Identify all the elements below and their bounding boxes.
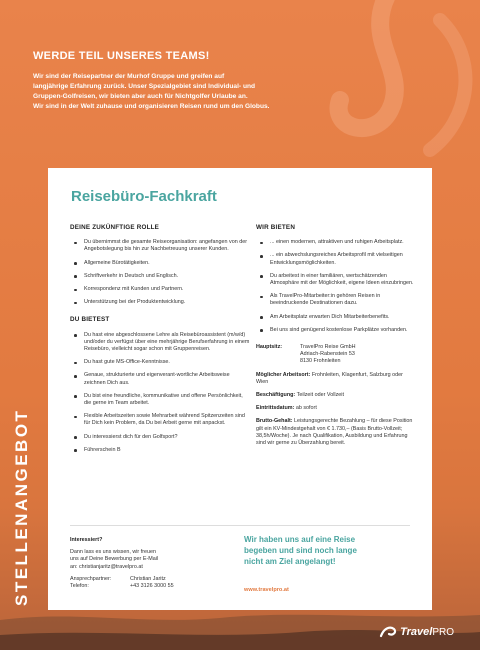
right-column <box>256 224 416 453</box>
logo-word <box>400 626 454 638</box>
job-card <box>48 168 432 610</box>
website-link[interactable]: www.travelpro.at <box>244 587 289 593</box>
list-item: Du interessierst dich für den Golfsport? <box>70 434 250 441</box>
intro-line: Wir sind in der Welt zuhause und organisieren Reisen rund um den Globus. <box>33 103 270 110</box>
list-item: Am Arbeitsplatz erwarten Dich Mitarbeiterbenefits. <box>256 314 416 321</box>
start-date <box>256 405 416 412</box>
salary-label: Brutto-Gehalt: <box>256 418 293 425</box>
intro-line: Gruppen-Golfreisen, wir bieten aber auch für Nichtgolfer Urlaube an. <box>33 93 248 100</box>
contact-question: Interessiert? <box>70 537 103 543</box>
contact-line: Dann lass es uns wissen, wir freuen <box>70 549 156 556</box>
contact-line: uns auf Deine Bewerbung per E-Mail <box>70 556 159 563</box>
slogan-line: Wir haben uns auf eine Reise <box>244 535 356 544</box>
salary-value: Leistungsgerechte Bezahlung – für diese Position gilt ein KV-Mindestgehalt von € 1.730,– (Basis Brutto-Vollzeit; 38,5h/Woche). Je nach Qualifikation, Ausbildung und Erfahrung sind wir gerne zu Überzahlung bereit. <box>256 418 413 447</box>
list-item: Allgemeine Bürotätigkeiten. <box>70 260 250 267</box>
list-item: Korrespondenz mit Kunden und Partnern. <box>70 286 250 293</box>
list-item: Bei uns sind genügend kostenlose Parkplätze vorhanden. <box>256 327 416 334</box>
profile-list <box>70 332 250 454</box>
hq-line: Adriach-Rabenstein 53 <box>300 351 355 358</box>
contact-block <box>70 537 240 590</box>
intro-line: langjährige Erfahrung zurück. Unser Spezialgebiet sind Individual- und <box>33 83 256 90</box>
intro-line: Wir sind der Reisepartner der Murhof Gruppe und greifen auf <box>33 73 225 80</box>
list-item: Genaue, strukturierte und eigenverant-wortliche Arbeitsweise zeichnen Dich aus. <box>70 372 250 386</box>
hq-line: TravelPro Reise GmbH <box>300 344 356 351</box>
profile-heading: DU BIETEST <box>70 316 110 324</box>
workplace-label: Möglicher Arbeitsort: <box>256 371 311 378</box>
list-item: Du hast eine abgeschlossene Lehre als Reisebüroassistent (m/w/d) und/oder du verfügst über eine mehrjährige Berufserfahrung in einem Reisebüro, vielleicht sogar schon mit Gruppenreisen. <box>70 332 250 354</box>
person-label: Ansprechpartner: <box>70 575 112 582</box>
travelpro-swirl-icon <box>378 624 400 640</box>
list-item: Du übernimmst die gesamte Reiseorganisation: angefangen von der Angebotslegung bis hin zur Nachbetreuung unserer Kunden. <box>70 239 250 253</box>
hq-label: Hauptsitz: <box>256 344 283 351</box>
start-value: ab sofort <box>295 405 317 412</box>
list-item: Du arbeitest in einer familiären, wertschätzenden Atmosphäre mit der Möglichkeit, eigene Ideen einzubringen. <box>256 273 416 287</box>
logo-pro: PRO <box>432 627 454 638</box>
phone-value[interactable]: +43 3126 3000 55 <box>130 583 174 590</box>
hq-address <box>300 344 356 366</box>
header <box>33 50 453 112</box>
list-item: Flexible Arbeitszeiten sowie Mehrarbeit während Spitzenzeiten sind für Dich kein Problem, da Du bei Arbeit gerne mit anpackst. <box>70 413 250 427</box>
contact-person <box>70 576 240 583</box>
left-column <box>70 224 250 460</box>
person-value: Christian Jaritz <box>130 575 166 582</box>
slogan-line: begeben und sind noch lange <box>244 546 357 555</box>
slogan-line: nicht am Ziel angelangt! <box>244 557 336 566</box>
job-title: Reisebüro-Fachkraft <box>71 188 217 205</box>
slogan <box>244 534 414 567</box>
intro-text <box>33 72 453 112</box>
employment <box>256 392 416 399</box>
phone-label: Telefon: <box>70 583 89 590</box>
offer-list <box>256 239 416 334</box>
logo-travel: Travel <box>400 626 433 638</box>
list-item: Als TravelPro-Mitarbeiter:in gehören Reisen in beeindruckende Destinationen dazu. <box>256 293 416 307</box>
contact-email[interactable]: an: christianjaritz@travelpro.at <box>70 563 143 570</box>
list-item: Du hast gute MS-Office-Kenntnisse. <box>70 359 250 366</box>
list-item: Unterstützung bei der Produktentwicklung. <box>70 299 250 306</box>
start-label: Eintrittsdatum: <box>256 405 295 412</box>
role-heading: DEINE ZUKÜNFTIGE ROLLE <box>70 224 160 231</box>
salary <box>256 418 416 447</box>
contact-text <box>70 549 240 571</box>
contact-phone <box>70 583 240 590</box>
list-item: ... ein abwechslungsreiches Arbeitsprofil mit vielseitigen Entwicklungsmöglichkeiten. <box>256 252 416 266</box>
list-item: Schriftverkehr in Deutsch und Englisch. <box>70 273 250 280</box>
list-item: ... einen modernen, attraktiven und ruhigen Arbeitsplatz. <box>256 239 416 246</box>
offer-heading: WIR BIETEN <box>256 224 296 231</box>
hq-line: 8130 Frohnleiten <box>300 358 341 365</box>
list-item: Führerschein B <box>70 447 250 454</box>
workplace <box>256 372 416 386</box>
list-item: Du bist eine freundliche, kommunikative und offene Persönlichkeit, die gerne im Team arbeitet. <box>70 393 250 407</box>
travelpro-logo <box>378 624 454 640</box>
employment-label: Beschäftigung: <box>256 392 296 399</box>
workplace-value: Frohnleiten, Klagenfurt, Salzburg oder Wien <box>256 371 403 385</box>
page-title: WERDE TEIL UNSERES TEAMS! <box>33 50 210 62</box>
headquarters <box>256 344 416 366</box>
divider <box>70 525 410 526</box>
employment-value: Teilzeit oder Vollzeit <box>296 392 344 399</box>
vertical-label: STELLENANGEBOT <box>12 408 31 606</box>
role-list <box>70 239 250 306</box>
